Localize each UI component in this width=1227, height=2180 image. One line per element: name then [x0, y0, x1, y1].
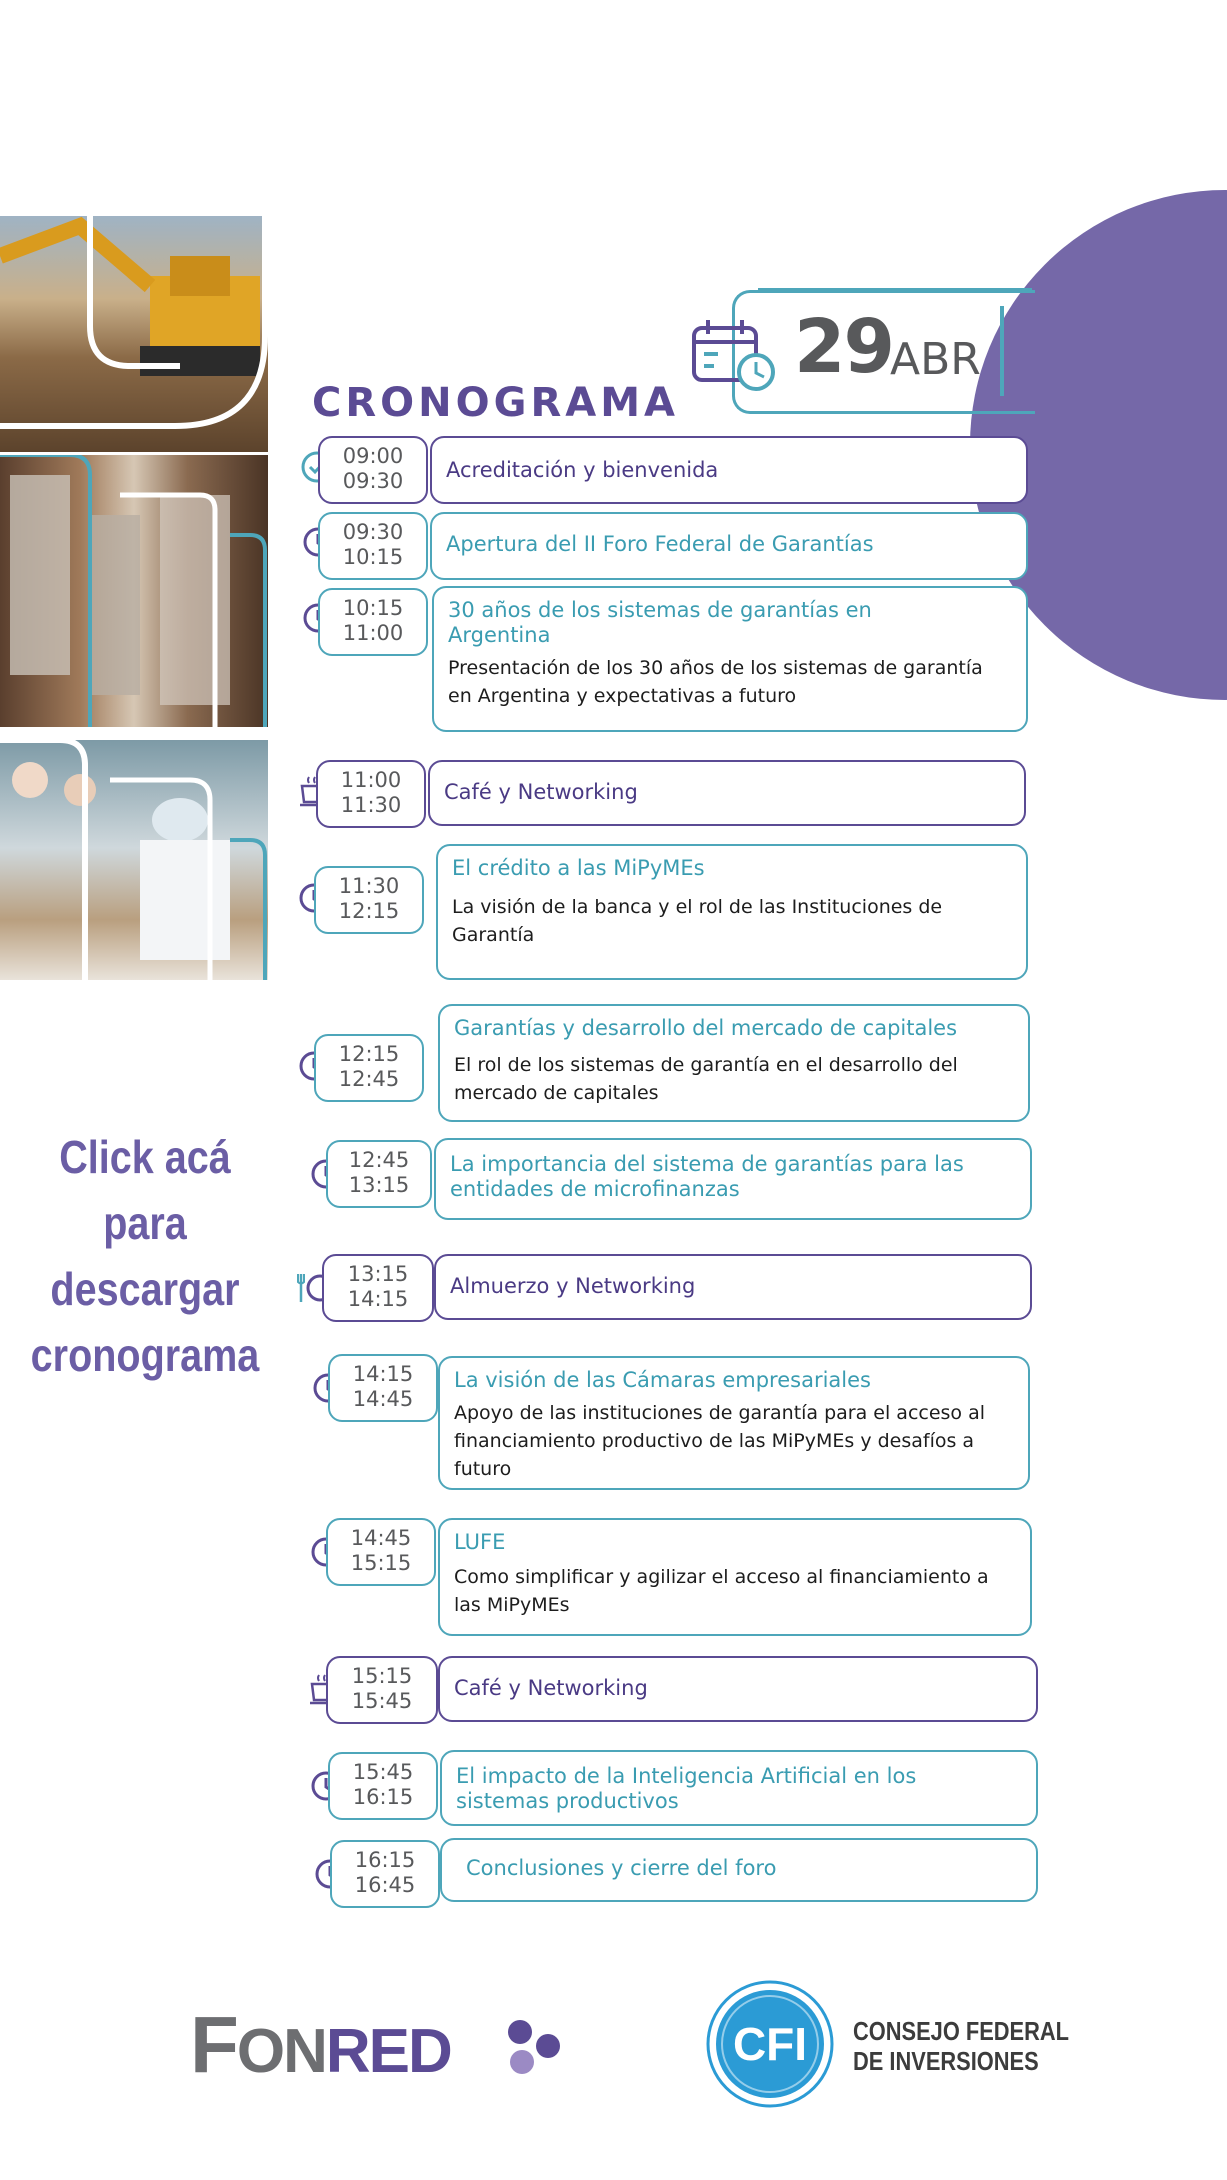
fonred-logo-text: F [190, 2000, 237, 2089]
calendar-clock-icon [690, 316, 780, 396]
time-slot [330, 1840, 440, 1908]
time-slot [328, 1354, 438, 1422]
start-time: 12:15 [338, 1042, 400, 1066]
end-time: 16:15 [352, 1785, 414, 1809]
schedule-item-description: Apoyo de las instituciones de garantía para el acceso al financiamiento productivo de las MiPyMEs y desafíos a futuro [454, 1402, 986, 1480]
schedule-item-description: El rol de los sistemas de garantía en el desarrollo del mercado de capitales [454, 1054, 958, 1104]
schedule-item [438, 1518, 1032, 1636]
schedule-item-title: Conclusiones y cierre del foro [466, 1856, 777, 1880]
start-time: 14:45 [350, 1526, 412, 1550]
time-slot [318, 588, 428, 656]
cfi-name-line: DE INVERSIONES [853, 2046, 1039, 2076]
start-time: 16:15 [354, 1848, 416, 1872]
fonred-logo [190, 2000, 570, 2090]
fonred-logo-text: ON [236, 2017, 326, 2086]
schedule-item-description: Presentación de los 30 años de los sistemas de garantía en Argentina y expectativas a futuro [448, 657, 983, 707]
start-time: 09:30 [342, 520, 404, 544]
end-time: 15:45 [351, 1689, 413, 1713]
download-link-line: para [103, 1197, 187, 1249]
start-time: 11:30 [338, 874, 400, 898]
schedule-item [438, 1656, 1038, 1722]
schedule-item-title: Café y Networking [444, 780, 638, 804]
schedule-item-title: El impacto de la Inteligencia Artificial en los sistemas productivos [456, 1764, 917, 1813]
time-slot [316, 760, 426, 828]
start-time: 15:15 [351, 1664, 413, 1688]
schedule-item [430, 436, 1028, 504]
download-link-line: cronograma [30, 1329, 260, 1381]
winery-tanks-photo [0, 455, 268, 727]
time-slot [322, 1254, 434, 1322]
download-link-line: descargar [50, 1263, 240, 1315]
schedule-item-title: Garantías y desarrollo del mercado de capitales [454, 1016, 958, 1040]
schedule-item [434, 1138, 1032, 1220]
start-time: 12:45 [348, 1148, 410, 1172]
event-month: ABR [890, 334, 981, 385]
end-time: 11:30 [340, 793, 402, 817]
time-slot [326, 1656, 438, 1724]
start-time: 14:15 [352, 1362, 414, 1386]
schedule-item-title: LUFE [454, 1530, 506, 1554]
schedule-item-title: 30 años de los sistemas de garantías en Argentina [448, 598, 872, 647]
schedule-item-title: Apertura del II Foro Federal de Garantías [446, 532, 874, 556]
schedule-item-title: La importancia del sistema de garantías para las entidades de microfinanzas [450, 1152, 964, 1201]
schedule-item-title: Acreditación y bienvenida [446, 458, 719, 482]
schedule-item-title: El crédito a las MiPyMEs [452, 856, 705, 880]
schedule-item-description: Como simplificar y agilizar el acceso al financiamiento a las MiPyMEs [454, 1566, 989, 1616]
end-time: 13:15 [348, 1173, 410, 1197]
schedule-item [438, 1356, 1030, 1490]
factory-workers-photo [0, 740, 268, 980]
cfi-badge-text: CFI [732, 2018, 808, 2070]
schedule-item-description: La visión de la banca y el rol de las Instituciones de Garantía [452, 896, 943, 946]
end-time: 15:15 [350, 1551, 412, 1575]
schedule-item-title: Almuerzo y Networking [450, 1274, 696, 1298]
end-time: 11:00 [342, 621, 404, 645]
end-time: 14:45 [352, 1387, 414, 1411]
time-slot [318, 436, 428, 504]
schedule-item [428, 760, 1026, 826]
start-time: 10:15 [342, 596, 404, 620]
schedule-item [440, 1750, 1038, 1826]
page-title: CRONOGRAMA [312, 380, 679, 426]
start-time: 15:45 [352, 1760, 414, 1784]
start-time: 13:15 [347, 1262, 409, 1286]
excavator-photo [0, 216, 268, 452]
time-slot [314, 866, 424, 934]
time-slot [318, 512, 428, 580]
date-badge-divider [1000, 306, 1004, 396]
download-link-line: Click acá [59, 1131, 231, 1183]
end-time: 09:30 [342, 469, 404, 493]
start-time: 09:00 [342, 444, 404, 468]
schedule-item [430, 512, 1028, 580]
schedule-item [438, 1004, 1030, 1122]
event-day: 29 [794, 304, 893, 390]
time-slot [326, 1140, 432, 1208]
time-slot [314, 1034, 424, 1102]
end-time: 10:15 [342, 545, 404, 569]
schedule-item-title: La visión de las Cámaras empresariales [454, 1368, 871, 1392]
time-slot [326, 1518, 436, 1586]
cfi-logo-badge [706, 1980, 834, 2108]
end-time: 12:15 [338, 899, 400, 923]
fonred-dots-icon [506, 2018, 562, 2076]
time-slot [328, 1752, 438, 1820]
end-time: 12:45 [338, 1067, 400, 1091]
schedule-item [440, 1838, 1038, 1902]
end-time: 14:15 [347, 1287, 409, 1311]
cfi-logo-text [853, 2016, 1069, 2076]
schedule-item-title: Café y Networking [454, 1676, 648, 1700]
fonred-logo-text: RED [325, 2017, 451, 2086]
schedule-item [436, 844, 1028, 980]
schedule-item [432, 586, 1028, 732]
download-schedule-link[interactable] [29, 1124, 261, 1388]
schedule-item [434, 1254, 1032, 1320]
end-time: 16:45 [354, 1873, 416, 1897]
start-time: 11:00 [340, 768, 402, 792]
cfi-name-line: CONSEJO FEDERAL [853, 2016, 1070, 2046]
